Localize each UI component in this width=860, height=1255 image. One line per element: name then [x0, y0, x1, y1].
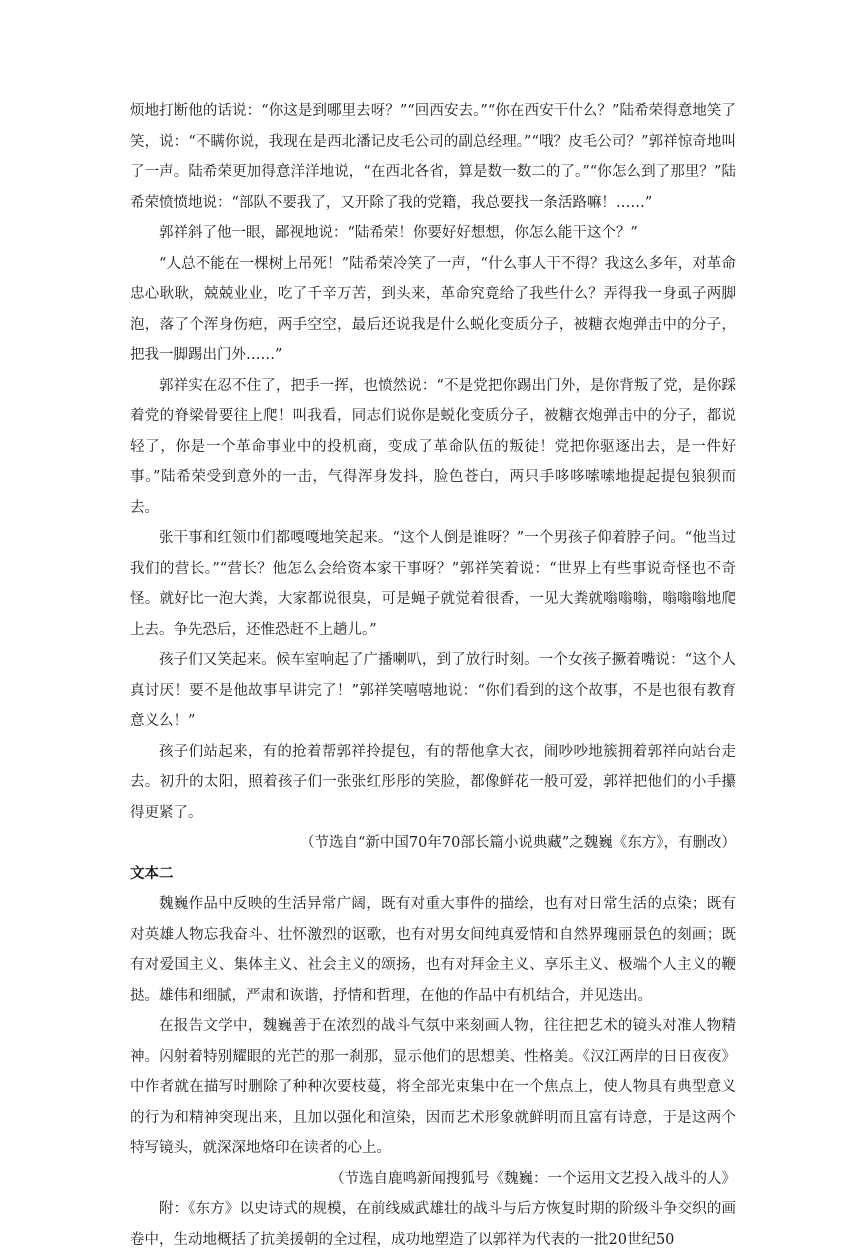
text2-source-citation: （节选自鹿鸣新闻搜狐号《魏巍：一个运用文艺投入战斗的人》 — [330, 1170, 736, 1187]
text2-paragraph-1: 魏巍作品中反映的生活异常广阔，既有对重大事件的描绘，也有对日常生活的点染；既有对英雄人物忘我奋斗、壮怀激烈的讴歌，也有对男女间纯真爱情和自然界瑰丽景色的刻画；既有对爱国主义、集体主义、社会主义的颂扬，也有对拜金主义、享乐主义、极端个人主义的鞭挞。雄伟和细腻，严肃和诙谐，抒情和哲理，在他的作品中有机结合，并见迭出。 — [130, 896, 736, 1004]
text1-paragraph-6: 孩子们又笑起来。候车室响起了广播喇叭，到了放行时刻。一个女孩子撅着嘴说：“这个人真讨厌！要不是他故事早讲完了！”郭祥笑嘻嘻地说：“你们看到的这个故事，不是也很有教育意义么！” — [130, 652, 736, 729]
text1-paragraph-4: 郭祥实在忍不住了，把手一挥，也愤然说：“不是党把你踢出门外，是你背叛了党，是你踩着党的脊梁骨要往上爬！叫我看，同志们说你是蜕化变质分子，被糖衣炮弹击中的分子，都说轻了，你是一个革命事业中的投机商，变成了革命队伍的叛徒！党把你驱逐出去，是一件好事。”陆希荣受到意外的一击，气得浑身发抖，脸色苍白，两只手哆哆嗦嗦地提起提包狼狈而去。 — [130, 377, 736, 516]
document-page — [130, 96, 736, 1255]
text2-heading: 文本二 — [130, 865, 174, 882]
appendix-paragraph: 附：《东方》以史诗式的规模，在前线威武雄壮的战斗与后方恢复时期的阶级斗争交织的画卷中，生动地概括了抗美援朝的全过程，成功地塑造了以郭祥为代表的一批20世纪50 — [130, 1201, 736, 1248]
text2-paragraph-2: 在报告文学中，魏巍善于在浓烈的战斗气氛中来刻画人物，往往把艺术的镜头对准人物精神。闪射着特别耀眼的光芒的那一刹那，显示他们的思想美、性格美。《汉江两岸的日日夜夜》中作者就在描写时删除了种种次要枝蔓，将全部光束集中在一个焦点上，使人物具有典型意义的行为和精神突现出来，且加以强化和渲染，因而艺术形象就鲜明而且富有诗意，于是这两个特写镜头，就深深地烙印在读者的心上。 — [130, 1018, 736, 1156]
text1-paragraph-2: 郭祥斜了他一眼，鄙视地说：“陆希荣！你要好好想想，你怎么能干这个？” — [159, 225, 638, 241]
text1-paragraph-5: 张干事和红领巾们都嘎嘎地笑起来。“这个人倒是谁呀？”一个男孩子仰着脖子问。“他当过我们的营长。”“营长？他怎么会给资本家干事呀？”郭祥笑着说：“世界上有些事说奇怪也不奇怪。就好比一泡大粪，大家都说很臭，可是蝇子就觉着很香，一见大粪就嗡嗡嗡，嗡嗡嗡地爬上去。争先恐后，还惟恐赶不上趟儿。” — [130, 530, 736, 638]
text1-paragraph-1: 烦地打断他的话说：“你这是到哪里去呀？”“回西安去。”“你在西安干什么？”陆希荣得意地笑了笑，说：“不瞒你说，我现在是西北潘记皮毛公司的副总经理。”“哦？皮毛公司？”郭祥惊奇地叫了一声。陆希荣更加得意洋洋地说，“在西北各省，算是数一数二的了。”“你怎么到了那里？”陆希荣愤愤地说：“部队不要我了，又开除了我的党籍，我总要找一条活路嘛！……” — [130, 103, 736, 211]
text1-paragraph-7: 孩子们站起来，有的抢着帮郭祥拎提包，有的帮他拿大衣，闹吵吵地簇拥着郭祥向站台走去。初升的太阳，照着孩子们一张张红彤彤的笑脸，都像鲜花一般可爱，郭祥把他们的小手攥得更紧了。 — [130, 743, 736, 821]
text1-source-citation: （节选自“新中国70年70部长篇小说典藏”之魏巍《东方》，有删改） — [300, 835, 736, 851]
text1-paragraph-3: “人总不能在一棵树上吊死！”陆希荣冷笑了一声，“什么事人干不得？我这么多年，对革命忠心耿耿，兢兢业业，吃了千辛万苦，到头来，革命究竟给了我些什么？弄得我一身虱子两脚泡，落了个浑身伤疤，两手空空，最后还说我是什么蜕化变质分子，被糖衣炮弹击中的分子，把我一脚踢出门外……” — [130, 255, 736, 363]
